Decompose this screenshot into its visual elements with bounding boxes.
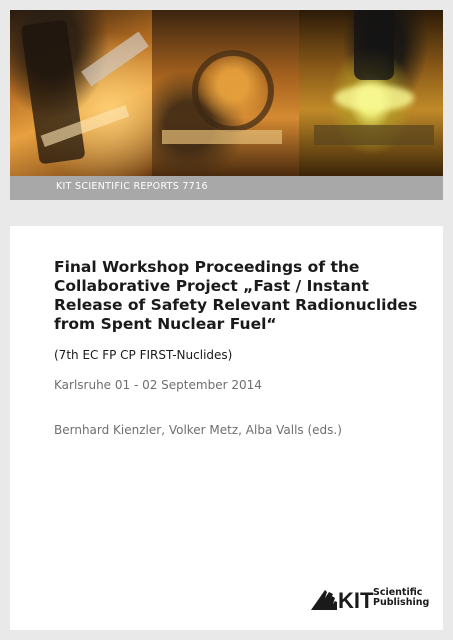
svg-text:KIT: KIT [338,588,374,613]
series-bar [10,176,443,200]
book-cover [10,10,443,630]
book-title: Final Workshop Proceedings of the Collaborative Project „Fast / Instant Release of Safety Relevant Radionuclides from Spent Nuclear Fuel“ [54,258,418,333]
editors-line: Bernhard Kienzler, Volker Metz, Alba Valls (eds.) [54,423,342,437]
lab-photo-microscope [299,10,443,176]
publisher-logo [311,586,430,613]
series-label: KIT SCIENTIFIC REPORTS 7716 [56,181,208,192]
publisher-name: Scientific Publishing [373,587,430,608]
cover-photo-strip [10,10,443,176]
lab-photo-manipulator [10,10,152,176]
workshop-date: Karlsruhe 01 - 02 September 2014 [54,378,262,392]
project-name: (7th EC FP CP FIRST-Nuclides) [54,348,233,362]
lab-photo-equipment [152,10,299,176]
cover-divider [10,200,443,226]
kit-logo-icon [311,586,374,613]
